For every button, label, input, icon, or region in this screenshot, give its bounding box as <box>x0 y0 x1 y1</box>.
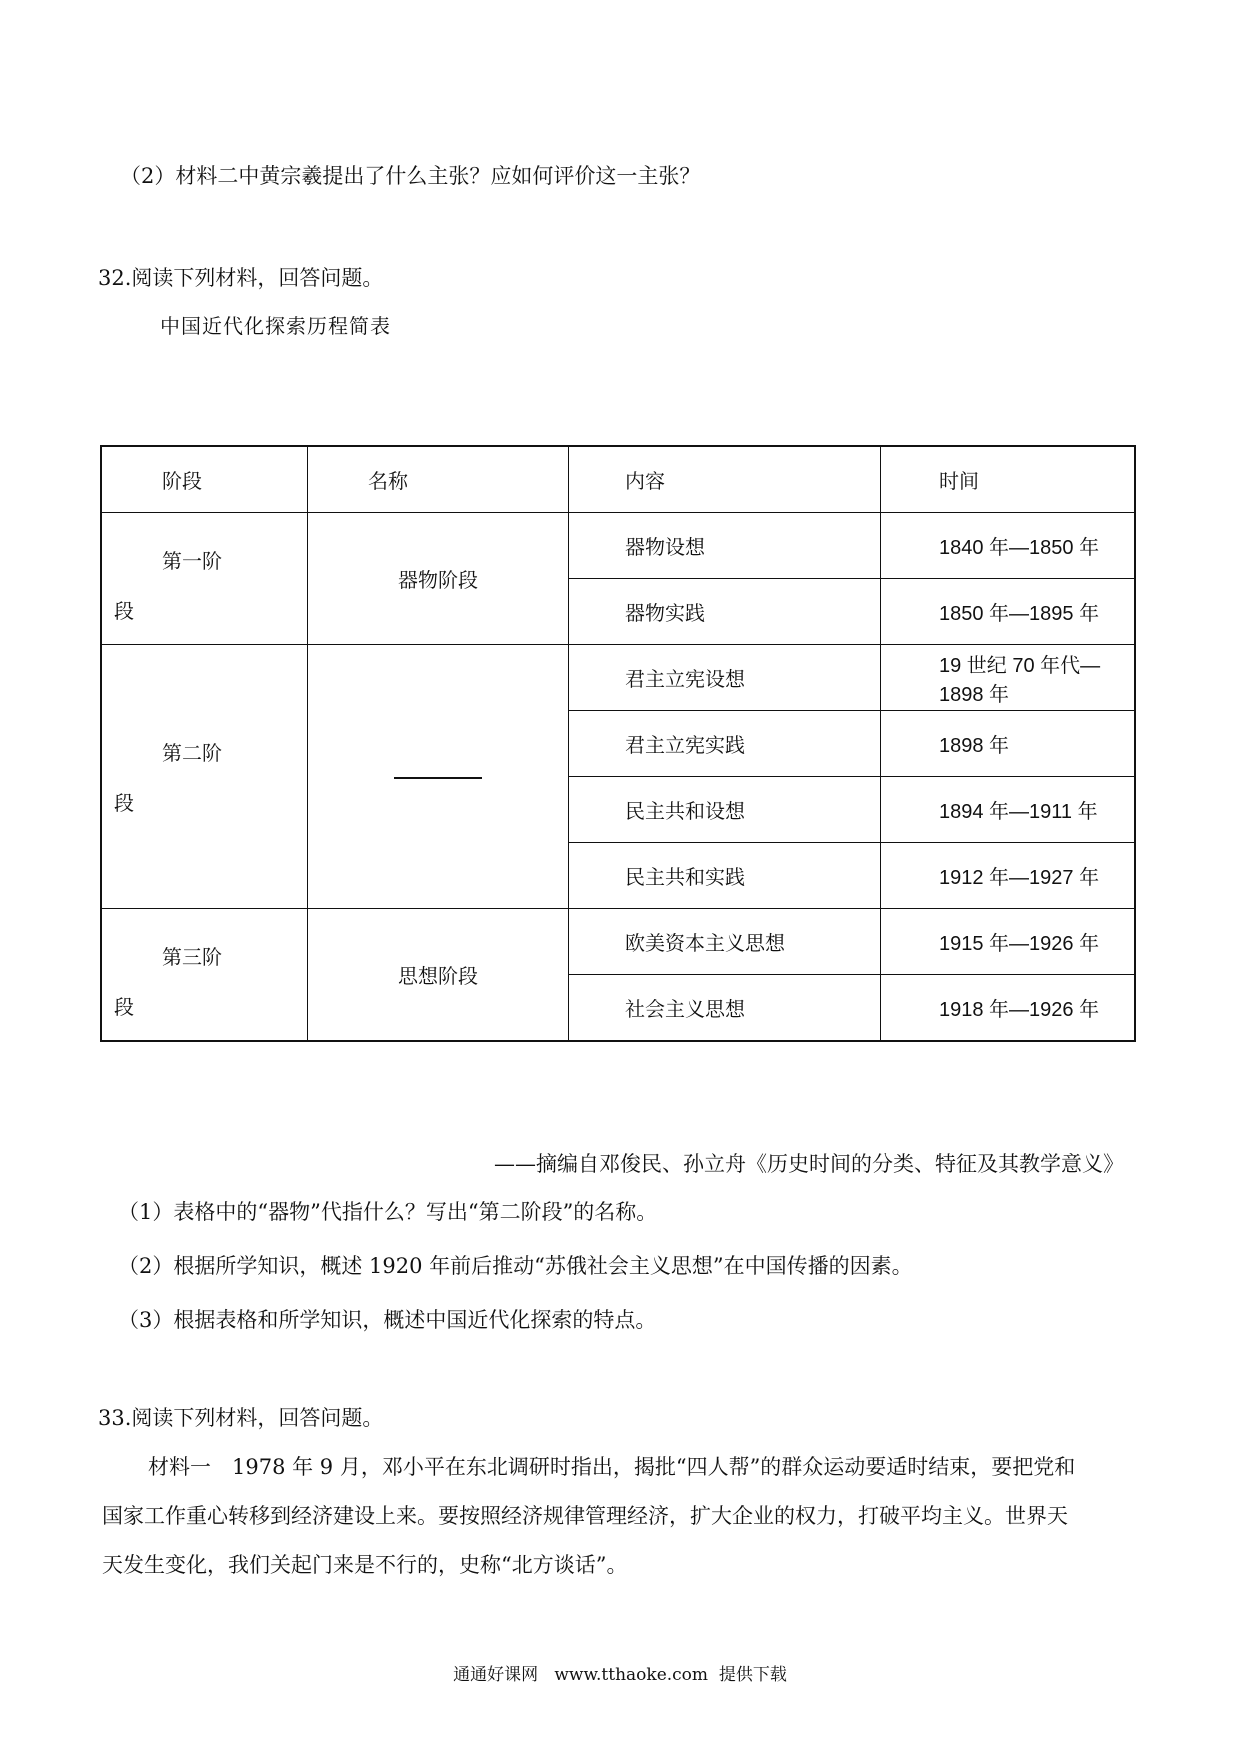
stage-cell <box>101 645 308 909</box>
header-time: 时间 <box>881 446 1136 513</box>
page-footer: 通通好课网 www.tthaoke.com 提供下载 <box>453 1665 787 1685</box>
content-cell: 民主共和实践 <box>569 843 881 909</box>
table-source: ——摘编自邓俊民、孙立舟《历史时间的分类、特征及其教学意义》 <box>494 1152 1124 1176</box>
time-cell: 1912 年—1927 年 <box>881 843 1136 909</box>
time-cell: 1898 年 <box>881 711 1136 777</box>
time-cell: 1918 年—1926 年 <box>881 975 1136 1042</box>
content-cell: 欧美资本主义思想 <box>569 909 881 975</box>
content-cell: 君主立宪设想 <box>569 645 881 711</box>
stage-name: 器物阶段 <box>398 568 478 592</box>
table-row <box>101 513 1135 579</box>
content-cell: 器物实践 <box>569 579 881 645</box>
content-cell: 民主共和设想 <box>569 777 881 843</box>
answer-blank-line <box>394 777 482 779</box>
stage-name-cell <box>308 513 569 645</box>
q32-subquestion-2: （2）根据所学知识，概述 1920 年前后推动“苏俄社会主义思想”在中国传播的因素。 <box>118 1254 913 1278</box>
q32-subquestion-1: （1）表格中的“器物”代指什么？写出“第二阶段”的名称。 <box>118 1200 658 1224</box>
time-cell: 1840 年—1850 年 <box>881 513 1136 579</box>
time-cell: 19 世纪 70 年代—1898 年 <box>881 645 1136 711</box>
stage-name-cell <box>308 909 569 1042</box>
stage-label-line2: 段 <box>114 599 134 623</box>
table-header-row <box>101 446 1135 513</box>
history-table <box>100 445 1136 1042</box>
q33-heading: 33.阅读下列材料，回答问题。 <box>98 1406 384 1430</box>
material-line: 材料一 1978 年 9 月，邓小平在东北调研时指出，揭批“四人帮”的群众运动要适时结束，要把党和 <box>148 1455 1076 1479</box>
stage-label-line1: 第二阶 <box>162 741 222 765</box>
content-cell: 君主立宪实践 <box>569 711 881 777</box>
stage-label-line1: 第三阶 <box>162 945 222 969</box>
material-line: 国家工作重心转移到经济建设上来。要按照经济规律管理经济，扩大企业的权力，打破平均主义。世界天 <box>102 1504 1068 1528</box>
header-name: 名称 <box>308 446 569 513</box>
stage-cell <box>101 513 308 645</box>
stage-name-cell <box>308 645 569 909</box>
time-cell: 1894 年—1911 年 <box>881 777 1136 843</box>
content-cell: 社会主义思想 <box>569 975 881 1042</box>
time-cell: 1915 年—1926 年 <box>881 909 1136 975</box>
time-cell: 1850 年—1895 年 <box>881 579 1136 645</box>
stage-label-line2: 段 <box>114 791 134 815</box>
table-row <box>101 909 1135 975</box>
stage-cell <box>101 909 308 1042</box>
stage-name: 思想阶段 <box>398 964 478 988</box>
table-title: 中国近代化探索历程简表 <box>160 314 391 338</box>
header-stage: 阶段 <box>101 446 308 513</box>
q32-heading: 32.阅读下列材料，回答问题。 <box>98 266 384 290</box>
header-content: 内容 <box>569 446 881 513</box>
stage-label-line1: 第一阶 <box>162 549 222 573</box>
stage-label-line2: 段 <box>114 995 134 1019</box>
prev-question-part: （2）材料二中黄宗羲提出了什么主张？应如何评价这一主张？ <box>120 164 701 188</box>
material-line: 天发生变化，我们关起门来是不行的，史称“北方谈话”。 <box>102 1553 628 1577</box>
content-cell: 器物设想 <box>569 513 881 579</box>
q32-subquestion-3: （3）根据表格和所学知识，概述中国近代化探索的特点。 <box>118 1308 657 1332</box>
table-row <box>101 645 1135 711</box>
